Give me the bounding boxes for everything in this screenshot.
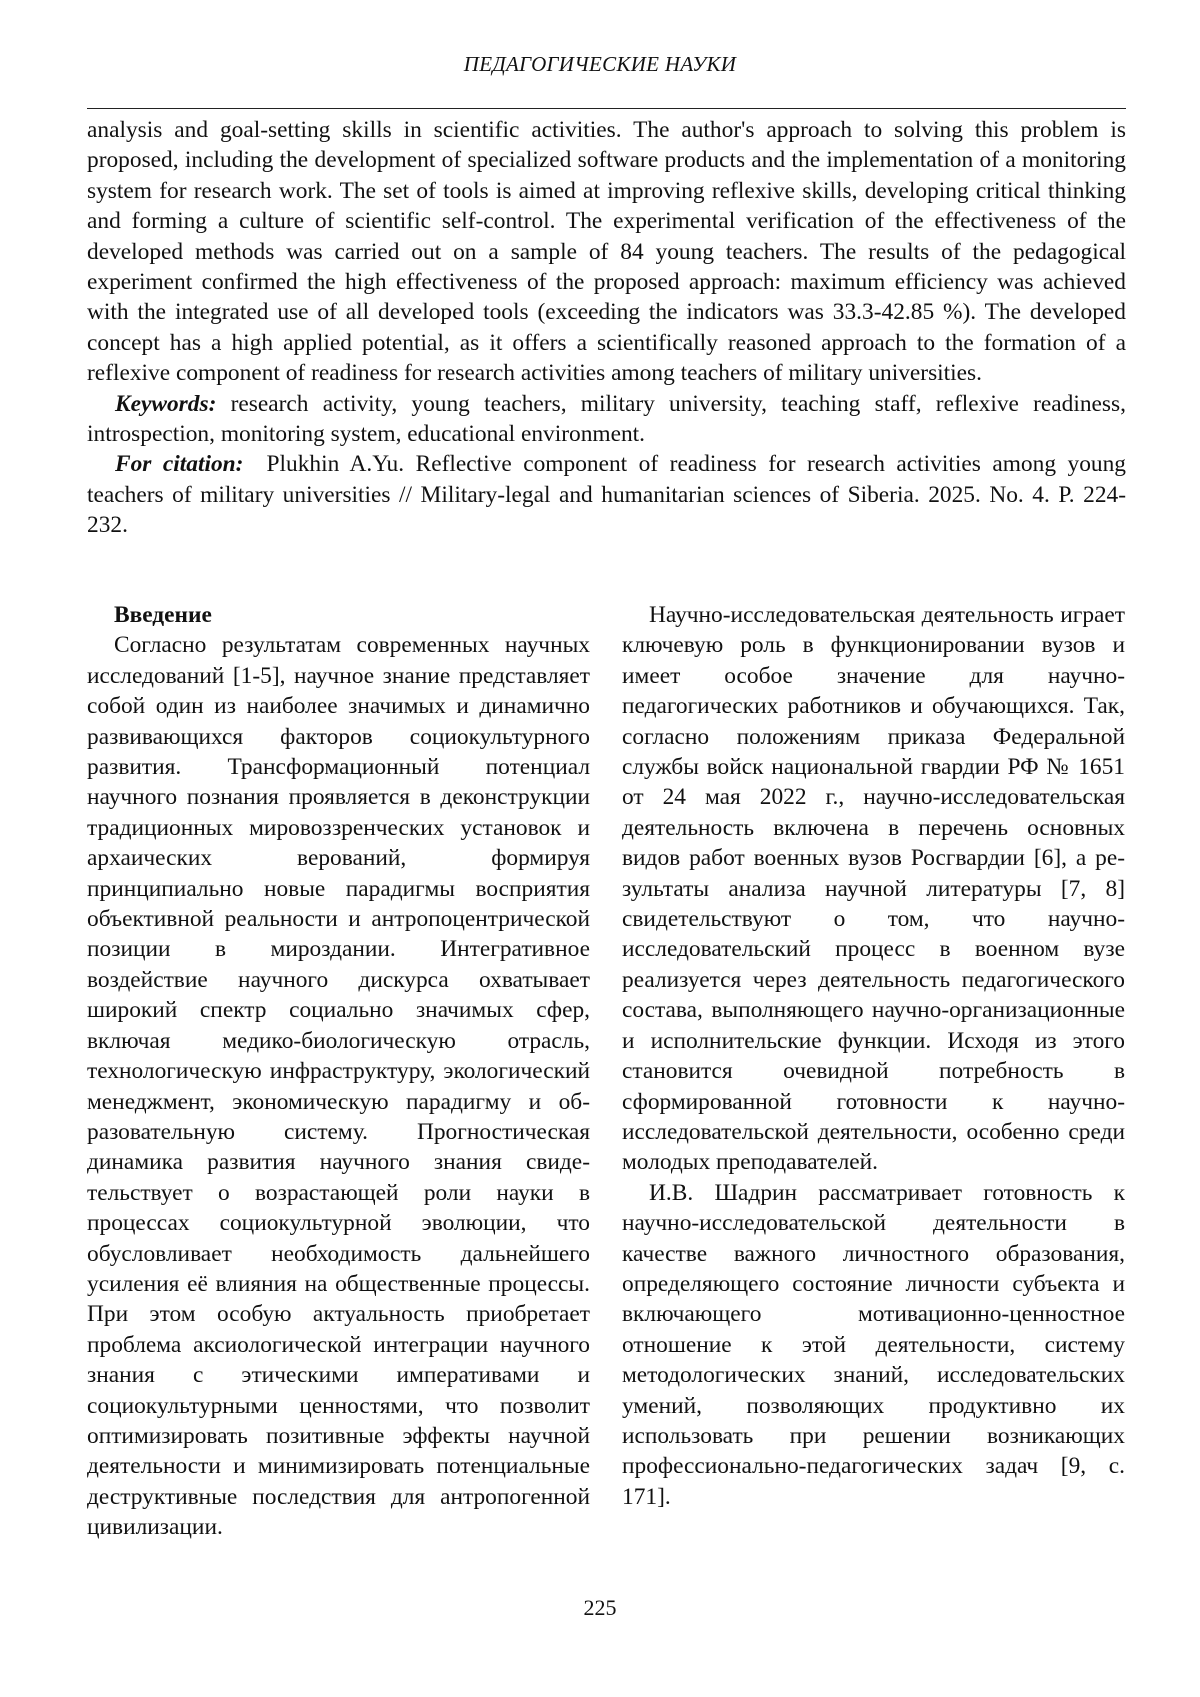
citation-line [87, 449, 1126, 540]
abstract-continuation: analysis and goal-setting skills in scientific activities. The author's approach to solving this problem is proposed, including the development of specialized software products and the implementation of a monitoring system for research work. The set of tools is aimed at improving reflexive skills, developing critical thinking and forming a culture of scientific self-control. The experimental verification of the effectiveness of the developed methods was carried out on a sample of 84 young teachers. The results of the pedagogical experiment confirmed the high effectiveness of the proposed approach: maximum efficiency was achieved with the integrated use of all developed tools (exceeding the indicators was 33.3-42.85 %). The developed concept has a high applied potential, as it offers a scientifically reasoned approach to the formation of a reflexive component of readiness for research activities among teachers of military universities. [87, 117, 1126, 387]
research-activity-paragraph: Научно-исследовательская деятельность играет ключевую роль в функционировании вузов и имеет особое значение для научно-педагогических работников и обучающихся. Так, согласно положениям приказа Федеральной службы войск национальной гвардии РФ № 1651 от 24 мая 2022 г., научно-исследовательская деятельность включена в перечень основных видов работ военных вузов Росгвардии [6], а результаты анализа научной литературы [7, 8] свидетельствуют о том, что научно-исследовательский процесс в военном вузе реализуется через деятельность педагогического состава, выполняющего научно-организационные и исполнительские функции. Исходя из этого становится очевидной потребность в сформированной готовности к научно-исследовательской деятельности, особенно среди молодых преподавателей. [622, 602, 1125, 1176]
abstract-block [87, 115, 1126, 541]
running-header: ПЕДАГОГИЧЕСКИЕ НАУКИ [463, 52, 737, 76]
right-column [622, 600, 1125, 1512]
citation-label: For citation: [115, 451, 244, 478]
citation-text: Plukhin A.Yu. Reflective component of readiness for research activities among young teachers of military universities // Military-legal and humanitarian sciences of Siberia. 2025. No. 4. P. 224-232. [87, 451, 1127, 539]
keywords-label: Keywords: [115, 390, 217, 417]
keywords-text: research activity, young teachers, military university, teaching staff, reflexive readiness, introspection, monitoring system, educational environment. [87, 390, 1126, 448]
keywords-line [87, 389, 1126, 450]
page-number: 225 [583, 1595, 617, 1620]
left-column [87, 600, 590, 1543]
shadrin-paragraph: И.В. Шадрин рассматривает готовность к научно-исследовательской деятельности в качестве важного личностного образования, определяющего состояние личности субъекта и включающего мотивационно-ценностное отношение к этой деятельности, систему методологических знаний, исследовательских умений, позволяющих продуктивно их использовать при решении возникающих профессионально-педагогических задач [9, с. 171]. [622, 1179, 1125, 1510]
section-heading: Введение [114, 602, 212, 628]
header-rule [87, 108, 1126, 109]
intro-paragraph: Согласно результатам современных научных исследований [1-5], научное знание представляет собой один из наиболее значимых и динамично развивающихся факторов социокультурного развития. Трансформационный потенциал научного познания проявляется в деконструкции традиционных мировоззренческих установок и архаических верований, формируя принципиально новые парадигмы восприятия объективной реальности и антропоцентрической позиции в мироздании. Интегративное воздействие научного дискурса охватывает широкий спектр социально значимых сфер, включая медико-биологическую отрасль, технологическую инфраструктуру, экологический менеджмент, экономическую парадигму и образовательную систему. Прогностическая динамика развития научного знания свидетельствует о возрастающей роли науки в процессах социокультурной эволюции, что обусловливает необходимость дальнейшего усиления её влияния на общественные процессы. При этом особую актуальность приобретает проблема аксиологической интеграции научного знания с этическими императивами и социокультурными ценностями, что позволит оптимизировать позитивные эффекты научной деятельности и минимизировать потенциальные деструктивные последствия для антропогенной цивилизации. [87, 632, 590, 1541]
